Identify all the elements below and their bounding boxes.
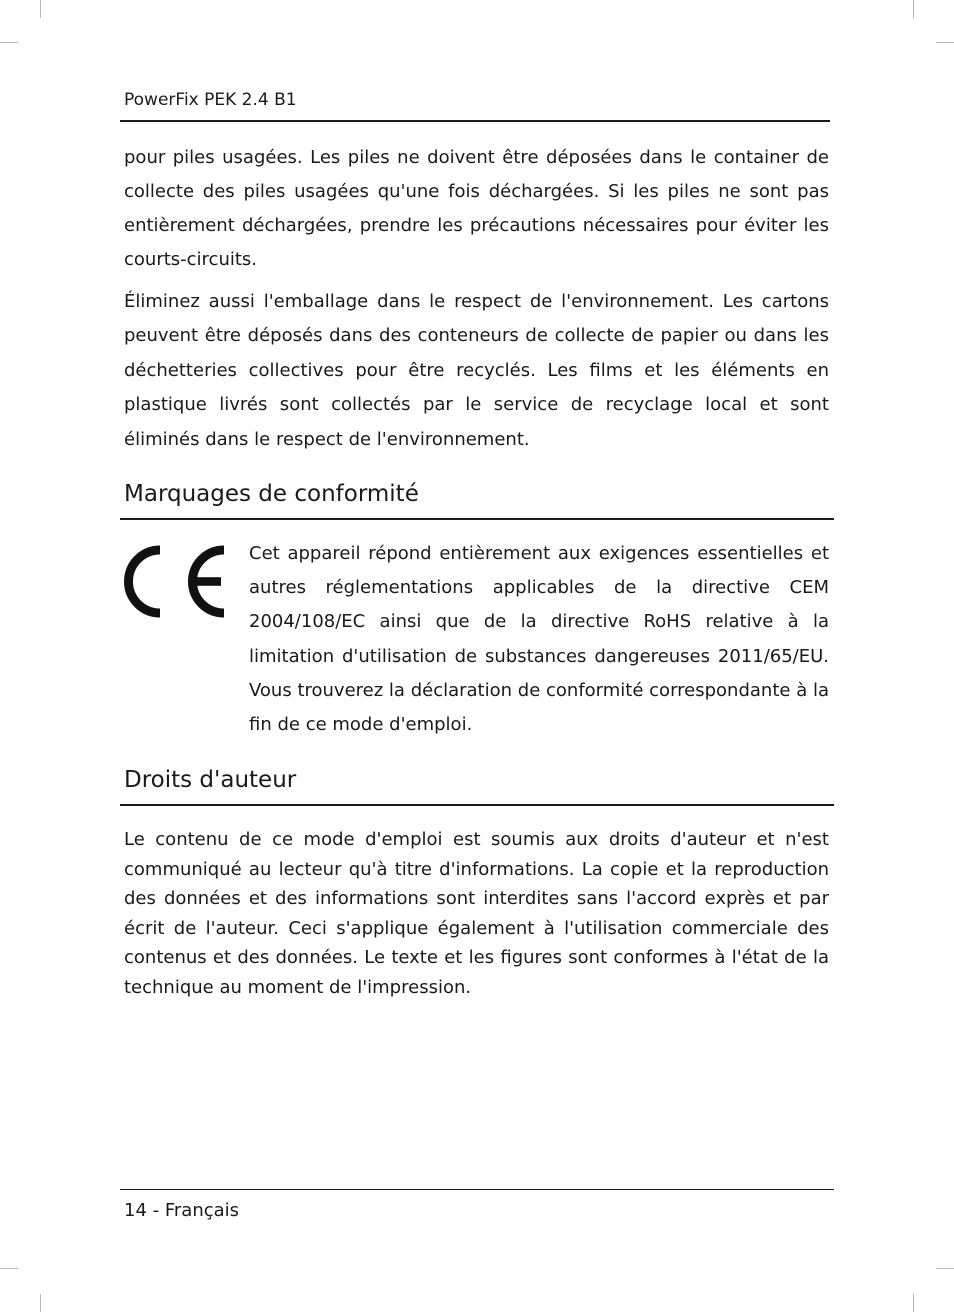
footer-rule <box>120 1189 834 1190</box>
conformity-text: Cet appareil répond entièrement aux exigences essentielles et autres réglementations applicables de la directive CEM 2004/108/EC ainsi que de la directive RoHS relative à la limitation d'utilisation de substances dangereuses 2011/65/EU. Vous trouverez la déclaration de conformité correspondante à la fin de ce mode d'emploi. <box>249 543 829 736</box>
packaging-disposal-paragraph: Éliminez aussi l'emballage dans le respect de l'environnement. Les cartons peuvent être déposés dans des conteneurs de collecte de papier ou dans les déchetteries collectives pour être recyclés. Les films et les éléments en plastique livrés sont collectés par le service de recyclage local et sont éliminés dans le respect de l'environnement. <box>124 291 829 450</box>
running-header-title: PowerFix PEK 2.4 B1 <box>124 90 297 110</box>
crop-mark <box>40 1294 41 1312</box>
battery-disposal-paragraph: pour piles usagées. Les piles ne doivent être déposées dans le container de collecte des piles usagées qu'une fois déchargées. Si les piles ne sont pas entièrement déchargées, prendre les précautions nécessaires pour éviter les courts-circuits. <box>124 147 829 270</box>
crop-mark <box>0 42 18 43</box>
section-heading-copyright: Droits d'auteur <box>124 767 297 793</box>
crop-mark <box>40 0 41 18</box>
section-heading-conformity: Marquages de conformité <box>124 481 419 507</box>
copyright-text: Le contenu de ce mode d'emploi est soumis aux droits d'auteur et n'est communiqué au lecteur qu'à titre d'informations. La copie et la reproduction des données et des informations sont interdites sans l'accord exprès et par écrit de l'auteur. Ceci s'applique également à l'utilisation commerciale des contenus et des données. Le texte et les figures sont conformes à l'état de la technique au moment de l'impression. <box>124 829 829 998</box>
crop-mark <box>936 1268 954 1269</box>
crop-mark <box>936 42 954 43</box>
section-rule <box>120 804 834 806</box>
ce-mark-icon <box>124 545 227 618</box>
crop-mark <box>0 1268 18 1269</box>
header-rule <box>120 120 830 122</box>
section-rule <box>120 518 834 520</box>
crop-mark <box>913 0 914 18</box>
page-number: 14 - Français <box>124 1200 240 1221</box>
crop-mark <box>913 1294 914 1312</box>
